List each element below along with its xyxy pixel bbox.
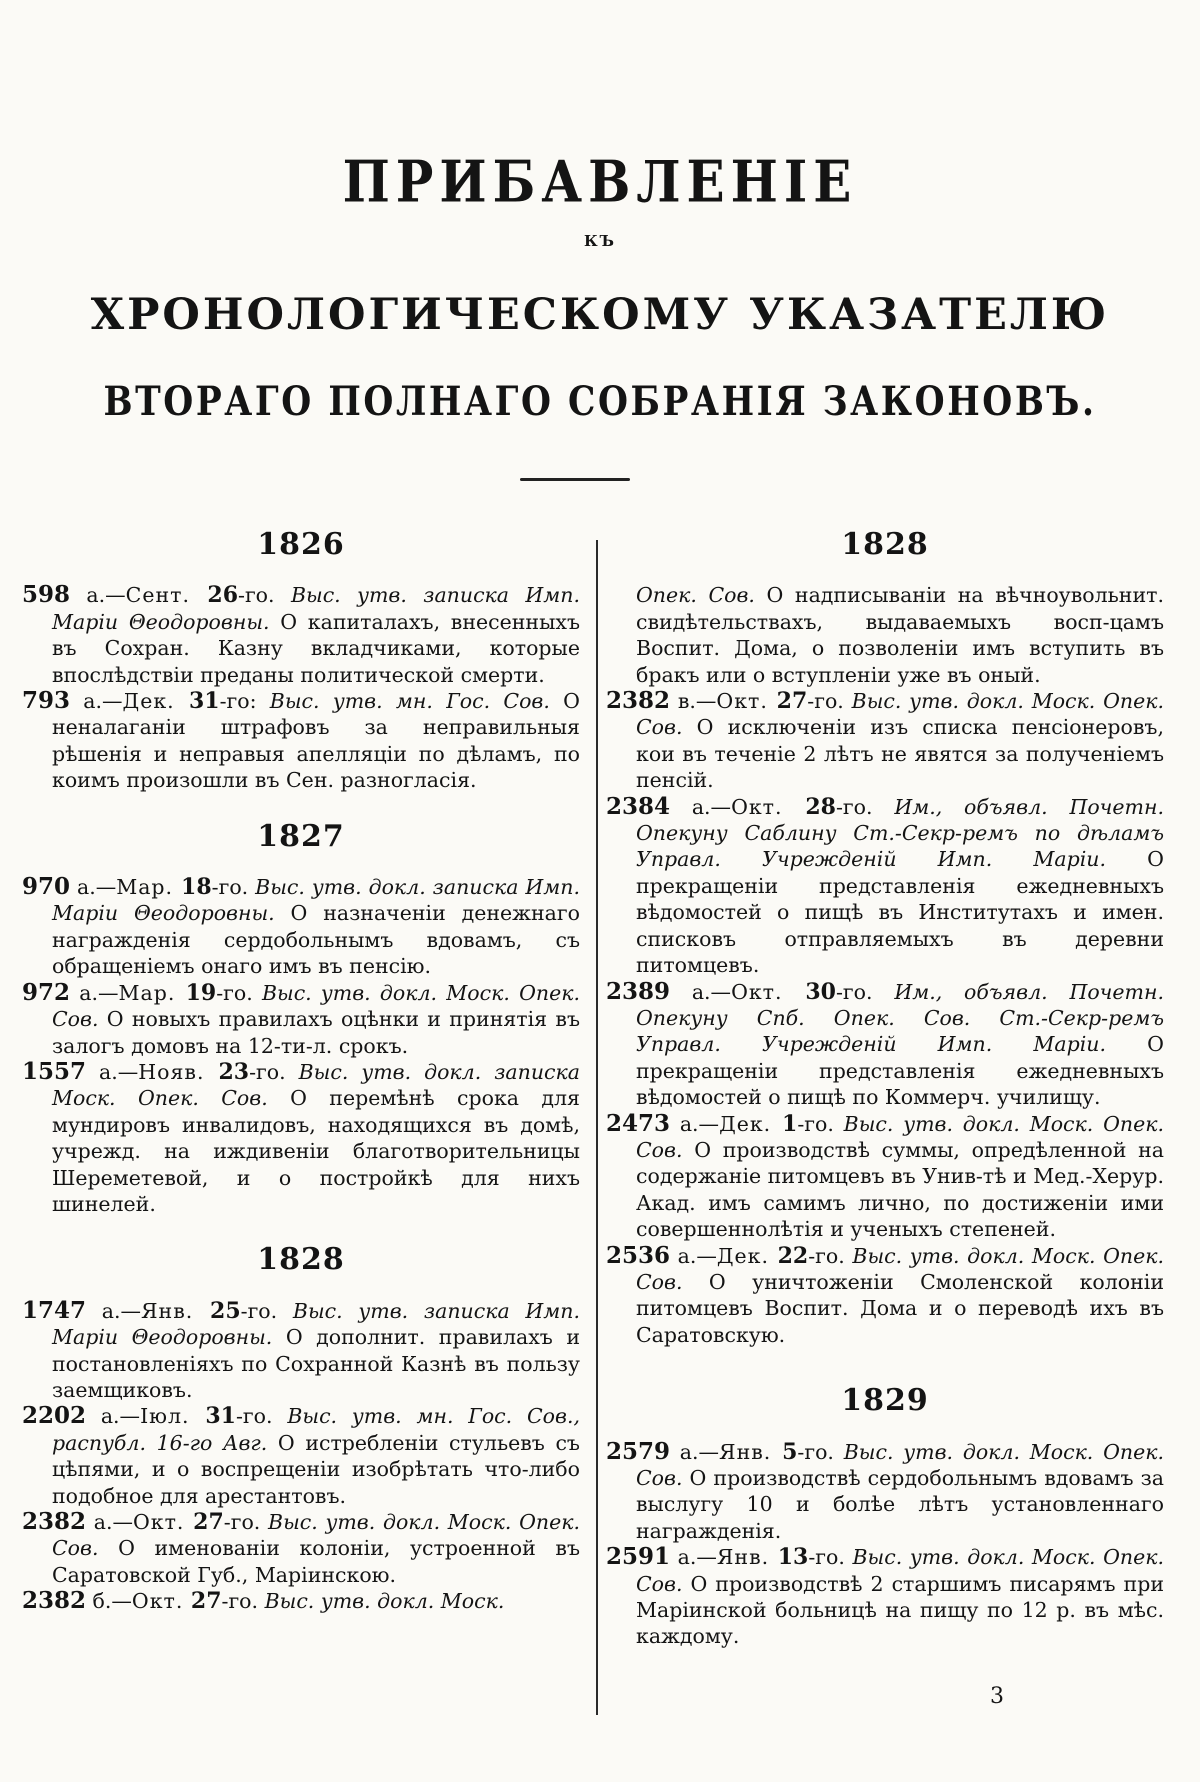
- entry-go: -го.: [216, 980, 262, 1005]
- entry-suffix: а.—: [70, 875, 117, 900]
- entry-suffix: а.—: [70, 980, 119, 1005]
- entry-source: Им., объявл. Почетн. Опекуну Спб. Опек. Сов. Ст.-Секр-ремъ Управл. Учрежденій Имп. Маріи.: [636, 979, 1165, 1057]
- entry-day: 23: [218, 1058, 250, 1085]
- law-entry: [606, 1439, 1164, 1545]
- law-entry: [22, 874, 580, 980]
- entry-source: Выс. утв. мн. Гос. Сов.: [269, 689, 550, 714]
- entry-text: О капиталахъ, внесенныхъ въ Сохран. Казну вкладчиками, которые впослѣдствіи преданы политической смерти.: [52, 609, 580, 687]
- entry-number: 2389: [606, 977, 671, 1005]
- entry-number: 598: [22, 581, 71, 609]
- entry-month: Дек.: [719, 1111, 782, 1136]
- entry-day: 28: [805, 793, 836, 820]
- year-heading: 1828: [841, 527, 929, 562]
- entry-month: Окт.: [731, 979, 806, 1004]
- law-entry: [22, 980, 580, 1059]
- column-divider: [596, 540, 598, 1715]
- left-column: [22, 520, 580, 1615]
- law-entry: [22, 688, 580, 794]
- entry-go: -го.: [797, 1439, 844, 1464]
- entry-source: Выс. утв. докл. Моск. Опек. Сов.: [636, 1545, 1164, 1596]
- entry-month: Янв.: [716, 1545, 778, 1570]
- entry-go: -го.: [835, 979, 895, 1004]
- entry-go: -го.: [807, 689, 852, 714]
- entry-text: О неналаганіи штрафовъ за неправильныя рѣшенія и неправыя апелляціи по дѣламъ, по коимъ произошли въ Сен. разногласія.: [52, 689, 580, 793]
- entry-suffix: а.—: [86, 1059, 139, 1084]
- title-connector: КЪ: [584, 232, 616, 250]
- year-heading: 1829: [841, 1383, 929, 1419]
- entry-source: Выс. утв. докл. Моск. Опек. Сов.: [636, 1243, 1164, 1294]
- entry-source: Выс. утв. докл. Моск. Опек. Сов.: [636, 1439, 1164, 1490]
- title-rule: [520, 478, 630, 481]
- entry-go: -го.: [223, 1510, 269, 1534]
- entry-number: 793: [22, 687, 71, 715]
- entry-day: 19: [185, 979, 217, 1006]
- entry-number: 1557: [22, 1057, 87, 1085]
- page-subtitle-2: ВТОРАГО ПОЛНАГО СОБРАНІЯ ЗАКОНОВЪ.: [103, 378, 1097, 425]
- law-entry: [22, 1298, 580, 1404]
- entry-month: Окт.: [731, 794, 806, 819]
- entry-text: О исключеніи изъ списка пенсіонеровъ, кои въ теченіе 2 лѣтъ не явятся за полученіемъ пенсій.: [636, 715, 1164, 793]
- year-heading: 1826: [257, 527, 345, 562]
- entry-go: -го.: [240, 1298, 293, 1323]
- entry-day: 30: [805, 978, 836, 1005]
- entry-month: Окт.: [131, 1589, 191, 1614]
- page-subtitle-1: ХРОНОЛОГИЧЕСКОМУ УКАЗАТЕЛЮ: [90, 290, 1110, 340]
- law-entry: [22, 1588, 580, 1614]
- entry-source: Им., объявл. Почетн. Опекуну Саблину Ст.-Секр-ремъ по дѣламъ Управл. Учрежденій Имп. Маріи.: [636, 794, 1165, 872]
- entry-text: О новыхъ правилахъ оцѣнки и принятія въ залогъ домовъ на 12-ти-л. срокъ.: [52, 1007, 580, 1058]
- right-column: [606, 520, 1164, 1650]
- entry-text: О уничтоженіи Смоленской колоніи питомцевъ Воспит. Дома и о переводѣ ихъ въ Саратовскую.: [636, 1269, 1164, 1347]
- entry-go: -го.: [797, 1111, 844, 1136]
- entry-text: О назначеніи денежнаго награжденія сердобольнымъ вдовамъ, съ обращеніемъ онаго имъ въ пенсію.: [52, 901, 580, 979]
- entry-day: 31: [188, 688, 220, 715]
- entry-number: 970: [22, 873, 71, 901]
- entry-suffix: а.—: [670, 1111, 720, 1136]
- law-entry: [606, 794, 1164, 979]
- entry-number: 2473: [606, 1109, 671, 1137]
- entry-source: Выс. утв. мн. Гос. Сов., распубл. 16-го Авг.: [52, 1404, 580, 1455]
- entry-number: 2382: [606, 687, 671, 715]
- entry-source: Выс. утв. докл. Моск.: [264, 1589, 505, 1614]
- entry-month: Нояв.: [138, 1059, 219, 1084]
- entry-month: Дек.: [716, 1243, 778, 1268]
- entry-suffix: а.—: [670, 794, 732, 819]
- page-title: ПРИБАВЛЕНІЕ: [342, 147, 858, 216]
- entry-suffix: а.—: [70, 689, 123, 714]
- entry-number: 2382: [22, 1587, 87, 1615]
- entry-day: 27: [193, 1509, 224, 1535]
- law-entry: [22, 1403, 580, 1509]
- entry-number: 2382: [22, 1508, 87, 1535]
- entry-month: Іюл.: [140, 1404, 206, 1429]
- entry-month: Окт.: [132, 1510, 194, 1534]
- entry-text: О производствѣ 2 старшимъ писарямъ при Маріинской больницѣ на пищу по 12 р. въ мѣс. каждому.: [636, 1571, 1164, 1649]
- page-number: 3: [990, 1684, 1004, 1709]
- entry-number: 972: [22, 978, 71, 1006]
- entry-source: Выс. утв. докл. Моск. Опек. Сов.: [52, 980, 580, 1032]
- entry-month: Янв.: [141, 1298, 211, 1323]
- entry-go: -го:: [219, 689, 270, 714]
- entry-go: -го.: [249, 1059, 299, 1084]
- law-entry: [22, 1509, 580, 1588]
- entry-go: -го.: [835, 794, 895, 819]
- entry-day: 25: [210, 1297, 241, 1324]
- entry-month: Дек.: [122, 689, 189, 714]
- entry-suffix: а.—: [70, 583, 126, 608]
- entry-source: Выс. утв. записка Имп. Маріи Θеодоровны.: [52, 583, 580, 634]
- entry-number: 2202: [22, 1402, 87, 1430]
- entry-go: -го.: [238, 583, 291, 608]
- entry-month: Янв.: [719, 1439, 783, 1464]
- entry-number: 1747: [22, 1296, 87, 1324]
- entry-number: 2579: [606, 1437, 671, 1465]
- entry-number: 2536: [606, 1241, 671, 1269]
- entry-day: 26: [207, 582, 239, 609]
- entry-source: Выс. утв. докл. Моск. Опек. Сов.: [636, 1111, 1164, 1162]
- entry-go: -го.: [221, 1589, 265, 1614]
- law-entry-continuation: [606, 582, 1164, 688]
- law-entry: [606, 688, 1164, 794]
- entry-go: -го.: [808, 1545, 853, 1570]
- law-entry: [22, 582, 580, 688]
- entry-source: Выс. утв. докл. Моск. Опек. Сов.: [52, 1510, 580, 1561]
- entry-day: 1: [782, 1110, 798, 1137]
- entry-suffix: в.—: [670, 689, 717, 714]
- entry-text: О истребленіи стульевъ съ цѣпями, и о воспрещеніи изобрѣтать что-либо подобное для арестантовъ.: [52, 1430, 580, 1508]
- entry-text: О прекращеніи представленія ежедневныхъ вѣдомостей о пищѣ въ Институтахъ и имен. списковъ отправляемыхъ въ деревни питомцевъ.: [636, 847, 1164, 978]
- entry-suffix: а.—: [86, 1510, 133, 1534]
- entry-source: Опек. Сов.: [636, 583, 755, 608]
- entry-suffix: а.—: [670, 1439, 720, 1464]
- entry-month: Мар.: [116, 875, 182, 900]
- year-heading: 1827: [257, 818, 345, 854]
- entry-source: Выс. утв. записка Имп. Маріи Θеодоровны.: [52, 1298, 580, 1350]
- entry-text: О прекращеніи представленія ежедневныхъ вѣдомостей о пищѣ по Коммерч. училищу.: [636, 1032, 1164, 1110]
- entry-number: 2384: [606, 792, 671, 820]
- entry-suffix: а.—: [670, 1545, 717, 1570]
- entry-suffix: а.—: [86, 1298, 141, 1323]
- law-entry: [606, 1243, 1164, 1349]
- entry-go: -го.: [211, 875, 256, 900]
- year-heading: 1828: [257, 1242, 345, 1278]
- entry-day: 18: [181, 874, 212, 901]
- entry-month: Мар.: [118, 980, 186, 1005]
- law-entry: [606, 1111, 1164, 1243]
- entry-suffix: а.—: [86, 1404, 141, 1429]
- law-entry: [22, 1059, 580, 1217]
- entry-month: Окт.: [716, 689, 777, 714]
- entry-text: О перемѣнѣ срока для мундировъ инвалидовъ, находящихся въ домѣ, учрежд. на иждивеніи благотворительницы Шереметевой, и о постройкѣ для нихъ шинелей.: [52, 1086, 580, 1216]
- entry-day: 27: [190, 1588, 222, 1615]
- entry-source: Выс. утв. докл. записка Имп. Маріи Θеодоровны.: [52, 875, 580, 926]
- entry-day: 22: [777, 1242, 809, 1269]
- entry-day: 5: [782, 1438, 798, 1465]
- entry-go: -го.: [808, 1243, 853, 1268]
- entry-text: О надписываніи на вѣчноувольнит. свидѣтельствахъ, выдаваемыхъ восп-цамъ Воспит. Дома, о позволеніи имъ вступить въ бракъ или о вступленіи уже въ оный.: [636, 583, 1164, 687]
- entry-suffix: а.—: [670, 1243, 717, 1268]
- entry-day: 27: [776, 688, 808, 715]
- law-entry: [606, 979, 1164, 1111]
- entry-suffix: б.—: [86, 1589, 132, 1614]
- entry-number: 2591: [606, 1543, 671, 1571]
- entry-text: О дополнит. правилахъ и постановленіяхъ по Сохранной Казнѣ въ пользу заемщиковъ.: [52, 1325, 581, 1402]
- entry-go: -го.: [235, 1404, 288, 1429]
- entry-text: О производствѣ суммы, опредѣленной на содержаніе питомцевъ въ Унив-тѣ и Мед.-Херур. Акад. имъ самимъ лично, по достиженіи ими совершеннолѣтія и ученыхъ степеней.: [636, 1137, 1164, 1242]
- entry-suffix: а.—: [670, 979, 732, 1004]
- law-entry: [606, 1544, 1164, 1650]
- entry-text: О производствѣ сердобольнымъ вдовамъ за выслугу 10 и болѣе лѣтъ установленнаго награжденія.: [636, 1466, 1164, 1543]
- entry-month: Сент.: [125, 583, 208, 608]
- entry-source: Выс. утв. докл. записка Моск. Опек. Сов.: [52, 1059, 580, 1111]
- entry-text: О именованіи колоніи, устроенной въ Саратовской Губ., Маріинскою.: [52, 1536, 580, 1587]
- entry-source: Выс. утв. докл. Моск. Опек. Сов.: [636, 689, 1164, 740]
- entry-day: 31: [205, 1403, 236, 1430]
- entry-day: 13: [777, 1544, 809, 1571]
